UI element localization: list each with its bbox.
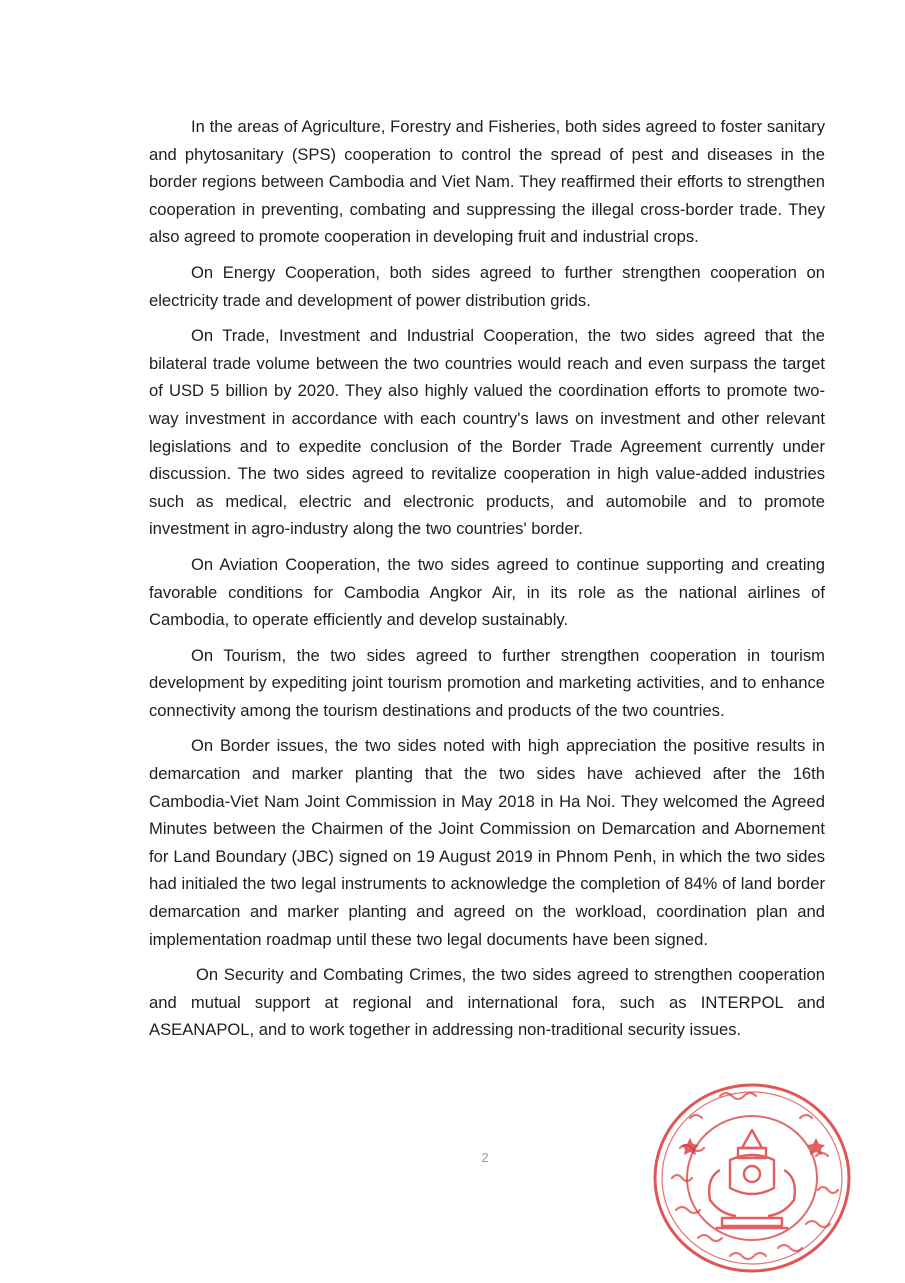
paragraph-security: On Security and Combating Crimes, the two sides agreed to strengthen cooperation and mutual support at regional and international fora, such as INTERPOL and ASEANAPOL, and to work together in addressing non-traditional security issues. xyxy=(149,965,825,1040)
paragraph-tourism: On Tourism, the two sides agreed to further strengthen cooperation in tourism development by expediting joint tourism promotion and marketing activities, and to enhance connectivity among the tourism destinations and products of the two countries. xyxy=(149,645,825,720)
paragraph-trade: On Trade, Investment and Industrial Cooperation, the two sides agreed that the bilateral trade volume between the two countries would reach and even surpass the target of USD 5 billion by 2020. They also highly valued the coordination efforts to promote two-way investment in accordance with each country's laws on investment and other relevant legislations and to expedite conclusion of the Border Trade Agreement currently under discussion. The two sides agreed to revitalize cooperation in high value-added industries such as medical, electric and electronic products, and automobile and to promote investment in agro-industry along the two countries' border. xyxy=(149,326,825,539)
paragraph-energy: On Energy Cooperation, both sides agreed to further strengthen cooperation on electricity trade and development of power distribution grids. xyxy=(149,262,825,310)
paragraph-border: On Border issues, the two sides noted with high appreciation the positive results in demarcation and marker planting that the two sides have achieved after the 16th Cambodia-Viet Nam Joint Commission in May 2018 in Ha Noi. They welcomed the Agreed Minutes between the Chairmen of the Joint Commission on Demarcation and Abornement for Land Boundary (JBC) signed on 19 August 2019 in Phnom Penh, in which the two sides had initialed the two legal instruments to acknowledge the completion of 84% of land border demarcation and marker planting and agreed on the workload, coordination plan and implementation roadmap until these two legal documents have been signed. xyxy=(149,736,825,949)
paragraph-agriculture: In the areas of Agriculture, Forestry and Fisheries, both sides agreed to foster sanitary and phytosanitary (SPS) cooperation to control the spread of pest and diseases in the border regions between Cambodia and Viet Nam. They reaffirmed their efforts to strengthen cooperation in preventing, combating and suppressing the illegal cross-border trade. They also agreed to promote cooperation in developing fruit and industrial crops. xyxy=(149,117,825,247)
paragraph-aviation: On Aviation Cooperation, the two sides agreed to continue supporting and creating favorable conditions for Cambodia Angkor Air, in its role as the national airlines of Cambodia, to operate efficiently and develop sustainably. xyxy=(149,554,825,630)
document-body xyxy=(149,113,825,1052)
page-number: 2 xyxy=(481,1150,489,1165)
official-seal-icon xyxy=(650,1078,855,1278)
seal-graphic xyxy=(650,1078,855,1278)
